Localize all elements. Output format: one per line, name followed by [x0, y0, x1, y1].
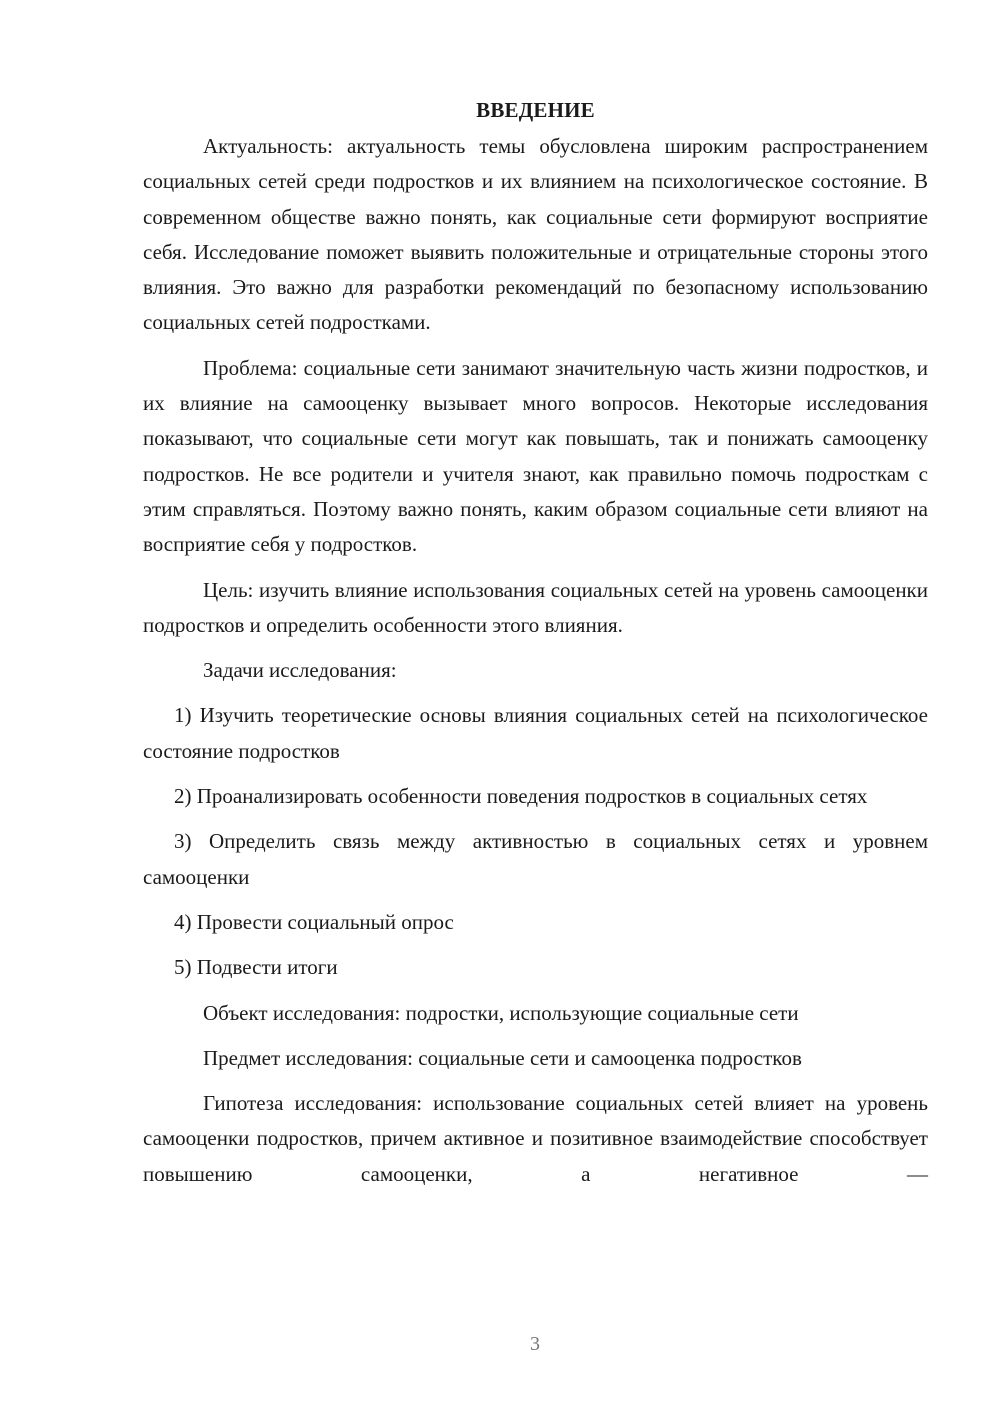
document-page — [143, 92, 928, 1202]
paragraph-relevance: Актуальность: актуальность темы обусловлена широким распространением социальных сетей среди подростков и их влиянием на психологическое состояние. В современном обществе важно понять, как социальные сети формируют восприятие себя. Исследование поможет выявить положительные и отрицательные стороны этого влияния. Это важно для разработки рекомендаций по безопасному использованию социальных сетей подростками. — [143, 134, 928, 335]
task-item-1: 1) Изучить теоретические основы влияния социальных сетей на психологическое состояние подростков — [143, 703, 928, 763]
task-item-2: 2) Проанализировать особенности поведения подростков в социальных сетях — [174, 784, 868, 809]
paragraph-subject: Предмет исследования: социальные сети и самооценка подростков — [203, 1045, 802, 1070]
section-heading: ВВЕДЕНИЕ — [476, 98, 595, 122]
paragraph-problem: Проблема: социальные сети занимают значительную часть жизни подростков, и их влияние на самооценку вызывает много вопросов. Некоторые исследования показывают, что социальные сети могут как повышать, так и понижать самооценку подростков. Не все родители и учителя знают, как правильно помочь подросткам с этим справляться. Поэтому важно понять, каким образом социальные сети влияют на восприятие себя у подростков. — [143, 355, 928, 557]
task-item-3: 3) Определить связь между активностью в социальных сетях и уровнем самооценки — [143, 829, 928, 889]
paragraph-tasks-title: Задачи исследования: — [203, 658, 397, 683]
paragraph-goal: Цель: изучить влияние использования социальных сетей на уровень самооценки подростков и определить особенности этого влияния. — [143, 577, 928, 637]
page-number: 3 — [530, 1333, 540, 1355]
task-item-5: 5) Подвести итоги — [174, 955, 338, 980]
paragraph-hypothesis: Гипотеза исследования: использование социальных сетей влияет на уровень самооценки подростков, причем активное и позитивное взаимодействие способствует повышению самооценки, а негативное — — [143, 1091, 928, 1186]
task-item-4: 4) Провести социальный опрос — [174, 909, 454, 934]
paragraph-object: Объект исследования: подростки, использующие социальные сети — [203, 1000, 799, 1025]
